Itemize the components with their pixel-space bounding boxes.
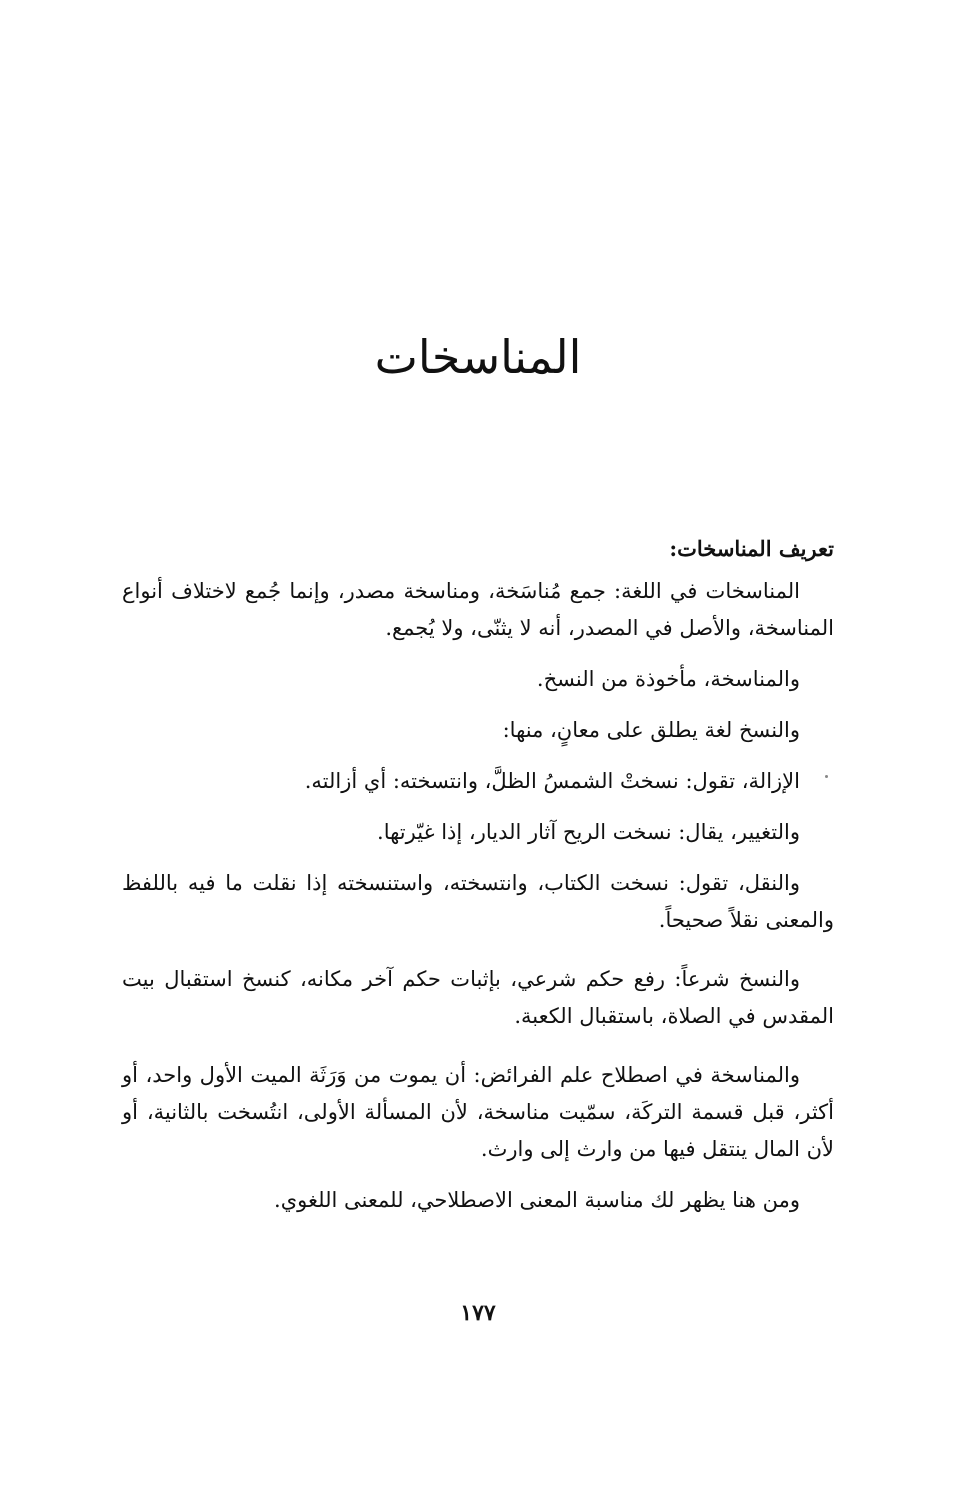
paragraph-removal: الإزالة، تقول: نسختْ الشمسُ الظلَّ، وانتسخته: أي أزالته. (304, 769, 800, 793)
page-number: ١٧٧ (460, 1300, 496, 1326)
paragraph-meanings-intro: والنسخ لغة يطلق على معانٍ، منها: (502, 718, 800, 742)
paragraph-legal-definition: والنسخ شرعاً: رفع حكم شرعي، بإثبات حكم آخر مكانه، كنسخ استقبال بيت المقدس في الصلاة، باستقبال الكعبة. (122, 967, 834, 1028)
paragraph-inheritance-definition: والمناسخة في اصطلاح علم الفرائض: أن يموت من وَرَثَة الميت الأول واحد، أو أكثر، قبل قسمة التركَة، سمّيت مناسخة، لأن المسألة الأولى، انتُسخت بالثانية، أو لأن المال ينتقل فيها من وارث إلى وارث. (122, 1063, 834, 1161)
margin-mark (825, 775, 828, 778)
paragraph-transfer: والنقل، تقول: نسخت الكتاب، وانتسخته، واستنسخته إذا نقلت ما فيه باللفظ والمعنى نقلاً صحيحاً. (122, 871, 834, 932)
paragraph-change: والتغيير، يقال: نسخت الريح آثار الديار، إذا غيّرتها. (377, 820, 800, 844)
paragraph-conclusion: ومن هنا يظهر لك مناسبة المعنى الاصطلاحي، للمعنى اللغوي. (274, 1188, 800, 1212)
paragraph-derivation: والمناسخة، مأخوذة من النسخ. (536, 667, 800, 691)
section-heading: تعريف المناسخات: (669, 536, 834, 561)
paragraph-linguistic-definition: المناسخات في اللغة: جمع مُناسَخة، ومناسخة مصدر، وإنما جُمع لاختلاف أنواع المناسخة، والأصل في المصدر، أنه لا يثنّى، ولا يُجمع. (122, 579, 834, 640)
chapter-title: المناسخات (374, 330, 582, 384)
body-text (122, 530, 834, 1233)
